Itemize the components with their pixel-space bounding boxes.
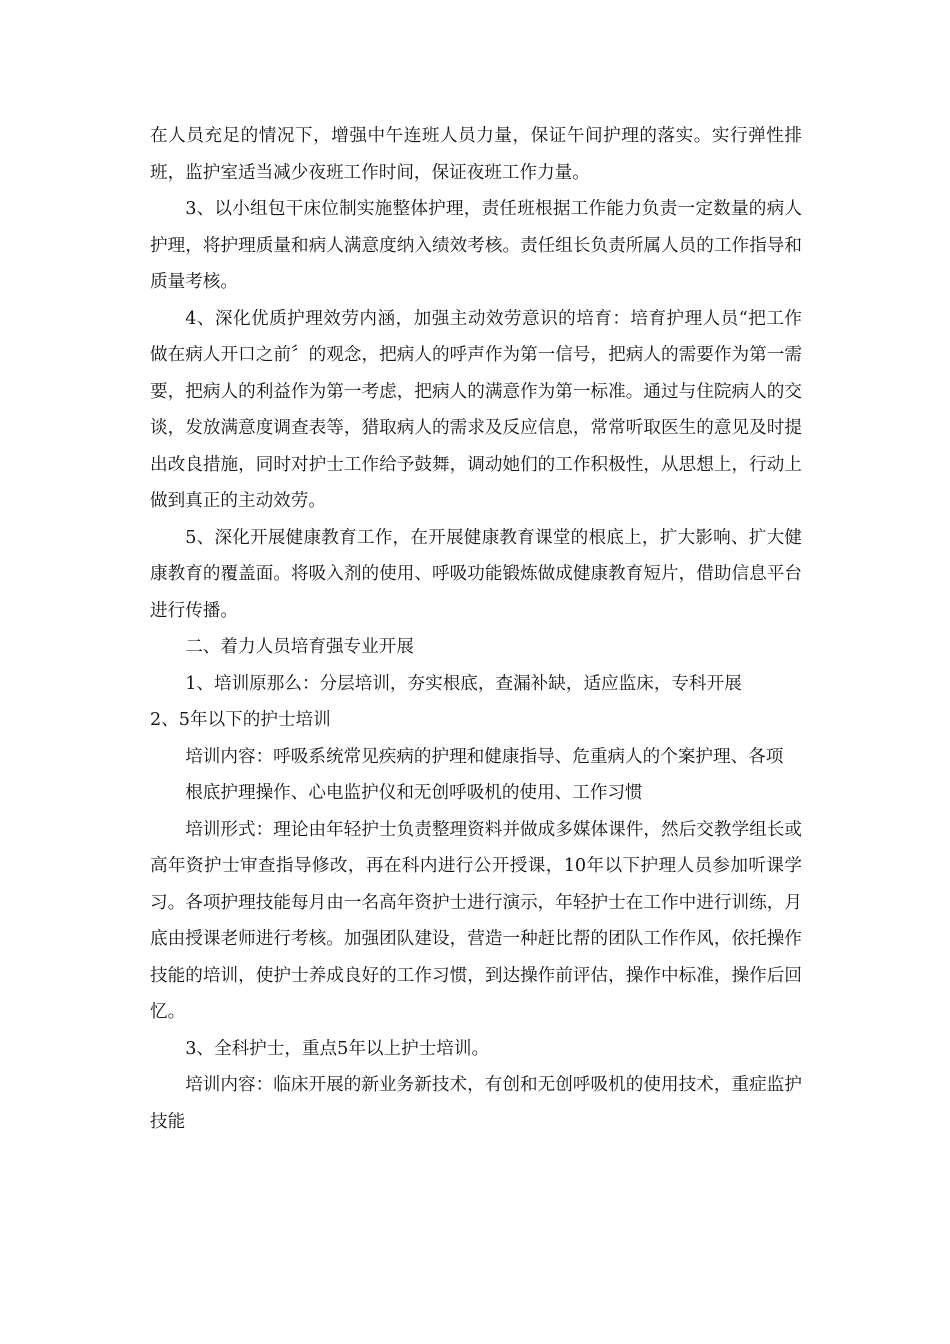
paragraph-6: 1、培训原那么：分层培训，夯实根底，查漏补缺，适应监床，专科开展	[185, 673, 742, 694]
paragraph-8: 培训内容：呼吸系统常见疾病的护理和健康指导、危重病人的个案护理、各项	[185, 746, 784, 767]
paragraph-10: 培训形式：理论由年轻护士负责整理资料并做成多媒体课件，然后交教学组长或高年资护士审查指导修改，再在科内进行公开授课，10年以下护理人员参加听课学习。各项护理技能每月由一名高年资护士进行演示，年轻护士在工作中进行训练，月底由授课老师进行考核。加强团队建设，营造一种赶比帮的团队工作作风，依托操作技能的培训，使护士养成良好的工作习惯，到达操作前评估，操作中标准，操作后回忆。	[150, 819, 802, 1022]
paragraph-1: 在人员充足的情况下，增强中午连班人员力量，保证午间护理的落实。实行弹性排班，监护室适当减少夜班工作时间，保证夜班工作力量。	[150, 126, 802, 183]
paragraph-12: 培训内容：临床开展的新业务新技术，有创和无创呼吸机的使用技术，重症监护技能	[150, 1075, 802, 1132]
paragraph-2: 3、以小组包干床位制实施整体护理，责任班根据工作能力负责一定数量的病人护理，将护理质量和病人满意度纳入绩效考核。责任组长负责所属人员的工作指导和质量考核。	[150, 199, 802, 292]
section-heading: 二、着力人员培育强专业开展	[185, 637, 414, 657]
document-body	[150, 118, 802, 1140]
paragraph-9: 根底护理操作、心电监护仪和无创呼吸机的使用、工作习惯	[185, 783, 643, 803]
paragraph-7: 2、5年以下的护士培训	[150, 710, 331, 730]
paragraph-4: 5、深化开展健康教育工作，在开展健康教育课堂的根底上，扩大影响、扩大健康教育的覆盖面。将吸入剂的使用、呼吸功能锻炼做成健康教育短片，借助信息平台进行传播。	[150, 527, 802, 621]
paragraph-11: 3、全科护士，重点5年以上护士培训。	[185, 1038, 490, 1059]
paragraph-3: 4、深化优质护理效劳内涵，加强主动效劳意识的培育：培育护理人员“把工作做在病人开口之前〞的观念，把病人的呼声作为第一信号，把病人的需要作为第一需要，把病人的利益作为第一考虑，把病人的满意作为第一标准。通过与住院病人的交谈，发放满意度调查表等，猎取病人的需求及反应信息，常常听取医生的意见及时提出改良措施，同时对护士工作给予鼓舞，调动她们的工作积极性，从思想上，行动上做到真正的主动效劳。	[150, 308, 802, 511]
